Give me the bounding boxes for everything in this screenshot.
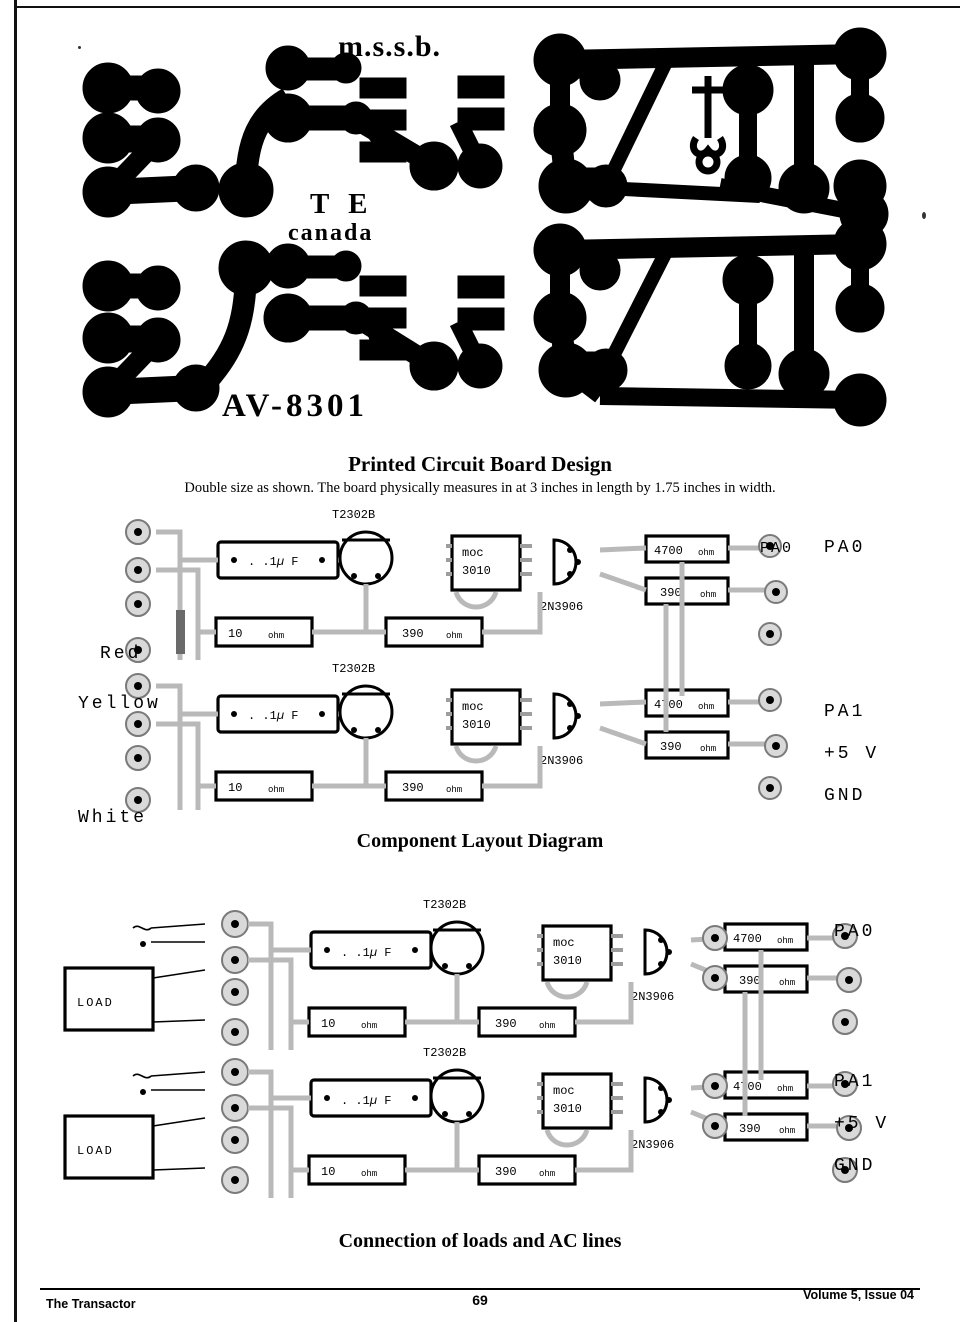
svg-text:10: 10: [228, 627, 243, 641]
svg-text:10: 10: [228, 781, 243, 795]
svg-text:4700: 4700: [654, 544, 683, 558]
label-pa0-layout: PA0: [760, 540, 794, 557]
connection-diagram: [55, 880, 900, 1220]
svg-text:390: 390: [402, 627, 424, 641]
svg-text:LOAD: LOAD: [77, 1144, 114, 1158]
svg-text:T2302B: T2302B: [423, 1046, 467, 1060]
svg-text:ohm: ohm: [779, 1126, 796, 1136]
svg-text:ohm: ohm: [268, 785, 285, 795]
svg-text:ohm: ohm: [700, 744, 717, 754]
footer-volume-issue: Volume 5, Issue 04: [803, 1288, 914, 1302]
footer-publication: The Transactor: [46, 1297, 136, 1311]
svg-text:moc: moc: [462, 700, 484, 714]
svg-text:3010: 3010: [462, 564, 491, 578]
svg-text:ohm: ohm: [779, 978, 796, 988]
svg-text:ohm: ohm: [700, 590, 717, 600]
svg-text:ohm: ohm: [698, 702, 715, 712]
svg-text:. .1µ F: . .1µ F: [248, 555, 299, 569]
label-gnd-connection: GND: [834, 1156, 876, 1176]
svg-text:390: 390: [660, 586, 682, 600]
pcb-design-subtitle: Double size as shown. The board physically measures in at 3 inches in length by 1.75 inches in width.: [184, 480, 776, 496]
label-yellow: Yellow: [78, 694, 161, 714]
svg-text:390: 390: [660, 740, 682, 754]
svg-text:2N3906: 2N3906: [631, 1138, 675, 1152]
svg-text:ohm: ohm: [446, 785, 463, 795]
page-left-border: [14, 0, 17, 1322]
svg-text:ohm: ohm: [446, 631, 463, 641]
svg-text:3010: 3010: [462, 718, 491, 732]
svg-text:2N3906: 2N3906: [631, 990, 675, 1004]
svg-text:moc: moc: [553, 936, 575, 950]
svg-text:4700: 4700: [733, 932, 762, 946]
svg-text:moc: moc: [462, 546, 484, 560]
pcb-design-title: Printed Circuit Board Design: [348, 452, 612, 476]
svg-text:ohm: ohm: [698, 548, 715, 558]
svg-text:10: 10: [321, 1165, 336, 1179]
label-pa1: PA1: [824, 702, 866, 722]
svg-text:ohm: ohm: [361, 1169, 378, 1179]
svg-text:LOAD: LOAD: [77, 996, 114, 1010]
svg-text:2N3906: 2N3906: [540, 754, 584, 768]
svg-text:10: 10: [321, 1017, 336, 1031]
svg-text:390: 390: [402, 781, 424, 795]
svg-text:T2302B: T2302B: [332, 508, 376, 522]
label-plus5v-connection: +5 V: [834, 1114, 890, 1134]
svg-text:390: 390: [739, 1122, 761, 1136]
pcb-partnumber-text: AV-8301: [222, 388, 368, 424]
svg-text:390: 390: [495, 1165, 517, 1179]
label-plus5v: +5 V: [824, 744, 880, 764]
svg-text:ohm: ohm: [361, 1021, 378, 1031]
component-layout-diagram: [70, 500, 900, 830]
svg-text:4700: 4700: [654, 698, 683, 712]
pcb-te-text: T E: [310, 188, 374, 220]
svg-text:390: 390: [495, 1017, 517, 1031]
label-gnd: GND: [824, 786, 866, 806]
svg-text:. .1µ F: . .1µ F: [248, 709, 299, 723]
svg-text:4700: 4700: [733, 1080, 762, 1094]
svg-text:ohm: ohm: [777, 1084, 794, 1094]
svg-text:3010: 3010: [553, 954, 582, 968]
scan-speck: [922, 212, 926, 219]
pcb-country-text: canada: [288, 220, 374, 246]
svg-text:ohm: ohm: [539, 1021, 556, 1031]
label-pa0-connection: PA0: [834, 922, 876, 942]
label-pa0: PA0: [824, 538, 866, 558]
svg-text:T2302B: T2302B: [332, 662, 376, 676]
footer-rule: [40, 1288, 920, 1290]
label-red: Red: [100, 644, 142, 664]
svg-text:. .1µ F: . .1µ F: [341, 946, 392, 960]
svg-text:ohm: ohm: [539, 1169, 556, 1179]
label-pa1-connection: PA1: [834, 1072, 876, 1092]
svg-text:3010: 3010: [553, 1102, 582, 1116]
component-layout-title: Component Layout Diagram: [356, 830, 604, 852]
connection-diagram-title: Connection of loads and AC lines: [338, 1230, 622, 1252]
label-white: White: [78, 808, 148, 828]
svg-text:moc: moc: [553, 1084, 575, 1098]
pcb-brand-text: m.s.s.b.: [338, 30, 442, 63]
svg-text:390: 390: [739, 974, 761, 988]
svg-text:ohm: ohm: [268, 631, 285, 641]
svg-text:2N3906: 2N3906: [540, 600, 584, 614]
svg-text:ohm: ohm: [777, 936, 794, 946]
pcb-artwork: [60, 18, 900, 438]
footer-page-number: 69: [472, 1292, 488, 1308]
svg-text:. .1µ F: . .1µ F: [341, 1094, 392, 1108]
svg-text:T2302B: T2302B: [423, 898, 467, 912]
page-top-border: [14, 6, 960, 8]
